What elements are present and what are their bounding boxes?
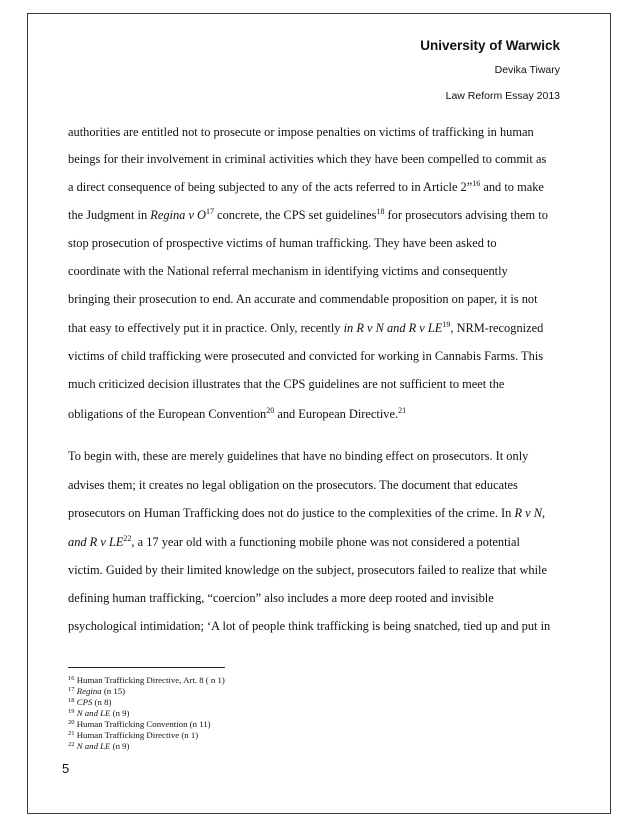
footnote-17: $^{17}$ Regina (n 15) bbox=[68, 686, 126, 696]
p1-line-8: that easy to effectively put it in practice. Only, recently in R v N and R v LE$^{19}$, NRM-recognized bbox=[68, 320, 544, 335]
header-university: University of Warwick bbox=[420, 38, 560, 53]
page-number: 5 bbox=[62, 761, 70, 776]
footnote-ref-20[interactable]: 20 bbox=[266, 406, 275, 415]
p1-line-4: the Judgment in Regina v $O^{17}$ concrete, the CPS set guidelines$^{18}$ for prosecutors advising them to bbox=[68, 207, 548, 222]
p1-line-3: a direct consequence of being subjected to any of the acts referred to in Article 2”$^{16}$ and to make bbox=[68, 179, 544, 194]
footnote-ref-17[interactable]: 17 bbox=[206, 207, 215, 216]
footnote-19: $^{19}$ N and LE (n 9) bbox=[68, 708, 130, 718]
footnote-21: $^{21}$ Human Trafficking Directive (n 1) bbox=[68, 730, 199, 740]
p2-line-4: and R v LE$^{22}$, a 17 year old with a functioning mobile phone was not considered a potential bbox=[68, 534, 520, 549]
footnote-ref-16[interactable]: 16 bbox=[472, 179, 481, 188]
p2-line-2: advises them; it creates no legal obligation on the prosecutors. The document that educates bbox=[68, 478, 518, 492]
p1-line-9: victims of child trafficking were prosecuted and convicted for working in Cannabis Farms. This bbox=[68, 349, 544, 363]
footnote-ref-18[interactable]: 18 bbox=[376, 207, 385, 216]
footnote-ref-22[interactable]: 22 bbox=[123, 534, 132, 543]
p1-line-2: beings for their involvement in criminal activities which they have been compelled to commit as bbox=[68, 152, 547, 166]
header-essay-title: Law Reform Essay 2013 bbox=[445, 90, 560, 102]
footnote-ref-21[interactable]: 21 bbox=[398, 406, 407, 415]
footnote-18: $^{18}$ CPS (n 8) bbox=[68, 697, 112, 707]
p2-line-3: prosecutors on Human Trafficking does not do justice to the complexities of the crime. In R v N, bbox=[68, 506, 546, 520]
case-name: Regina v O bbox=[150, 208, 207, 222]
p1-line-5: stop prosecution of prospective victims of human trafficking. They have been asked to bbox=[68, 236, 497, 250]
footnote-ref-19[interactable]: 19 bbox=[442, 320, 451, 329]
header-author: Devika Tiwary bbox=[494, 64, 560, 76]
p1-line-1: authorities are entitled not to prosecute or impose penalties on victims of trafficking in human bbox=[68, 125, 534, 139]
p2-line-7: psychological intimidation; ‘A lot of people think trafficking is being snatched, tied up and put in bbox=[68, 619, 551, 633]
p2-line-1: To begin with, these are merely guidelines that have no binding effect on prosecutors. It only bbox=[68, 449, 529, 463]
p1-line-11: obligations of the European Convention$^{20}$ and European Directive.$^{21}$ bbox=[68, 406, 407, 421]
p1-line-7: bringing their prosecution to end. An accurate and commendable proposition on paper, it is not bbox=[68, 292, 538, 306]
footnote-16: $^{16}$ Human Trafficking Directive, Art. 8 ( n 1) bbox=[68, 675, 225, 685]
case-name: and R v LE bbox=[68, 535, 124, 549]
footnote-20: $^{20}$ Human Trafficking Convention (n 11) bbox=[68, 719, 211, 729]
footnote-separator bbox=[68, 667, 225, 668]
case-name: R v N, bbox=[514, 506, 546, 520]
case-name: in R v N and R v LE bbox=[343, 321, 443, 335]
p2-line-6: defining human trafficking, “coercion” also includes a more deep rooted and invisible bbox=[68, 591, 494, 605]
footnote-22: $^{22}$ N and LE (n 9) bbox=[68, 741, 130, 751]
p1-line-6: coordinate with the National referral mechanism in identifying victims and consequently bbox=[68, 264, 508, 278]
p2-line-5: victim. Guided by their limited knowledge on the subject, prosecutors failed to realize that while bbox=[68, 563, 547, 577]
p1-line-10: much criticized decision illustrates that the CPS guidelines are not sufficient to meet the bbox=[68, 377, 505, 391]
